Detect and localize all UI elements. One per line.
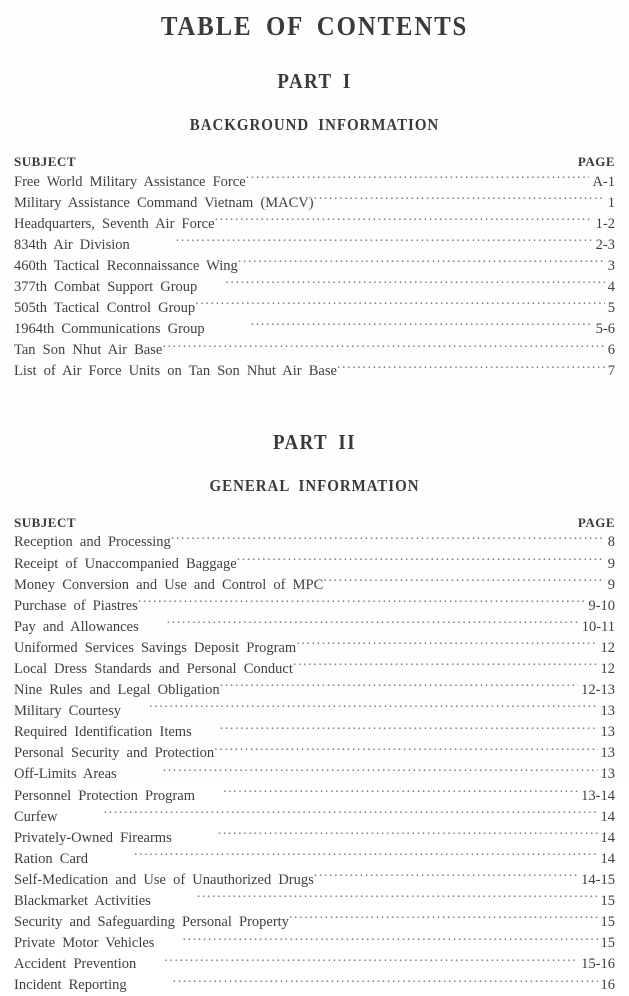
toc-entry-subject: Military Courtesy bbox=[14, 703, 122, 720]
toc-entry-subject: Local Dress Standards and Personal Conduct bbox=[14, 661, 293, 677]
toc-entry[interactable] bbox=[14, 743, 615, 764]
toc-entry-subject: Private Motor Vehicles bbox=[14, 935, 155, 952]
toc-leader-dots bbox=[134, 848, 598, 863]
part-section-2 bbox=[0, 430, 629, 996]
toc-entry-subject: Privately-Owned Firearms bbox=[14, 829, 172, 846]
toc-entry[interactable] bbox=[14, 616, 615, 637]
toc-entry-page-number: 13 bbox=[600, 766, 615, 783]
toc-entry-page-number: 9 bbox=[607, 555, 615, 572]
toc-entry-page-number: 5-6 bbox=[595, 321, 615, 338]
toc-leader-dots bbox=[149, 701, 597, 716]
toc-entry-subject: Money Conversion and Use and Control of MPC bbox=[14, 576, 324, 593]
toc-entry[interactable] bbox=[14, 785, 615, 806]
toc-entry-page-number: 8 bbox=[607, 534, 615, 551]
toc-leader-dots bbox=[214, 743, 597, 758]
toc-entry[interactable] bbox=[14, 827, 615, 848]
toc-entry[interactable] bbox=[14, 954, 615, 975]
toc-entry-page-number: 12 bbox=[600, 661, 615, 677]
toc-entry[interactable] bbox=[14, 806, 615, 827]
toc-entry-subject: Headquarters, Seventh Air Force bbox=[14, 215, 215, 232]
toc-entry-page-number: 14 bbox=[600, 850, 615, 867]
toc-entry-list-2 bbox=[0, 532, 629, 996]
toc-leader-dots bbox=[195, 298, 605, 313]
toc-entry-page-number: 1 bbox=[607, 194, 615, 211]
toc-leader-dots bbox=[215, 213, 593, 228]
toc-entry-page-number: 15 bbox=[600, 914, 615, 931]
toc-entry-page-number: 15-16 bbox=[581, 956, 615, 973]
toc-entry[interactable] bbox=[14, 234, 615, 255]
toc-entry-list-1 bbox=[0, 171, 629, 382]
toc-entry-subject: Required Identification Items bbox=[14, 724, 192, 741]
toc-leader-dots bbox=[337, 361, 605, 376]
toc-entry[interactable] bbox=[14, 192, 615, 213]
toc-entry[interactable] bbox=[14, 933, 615, 954]
toc-leader-dots bbox=[218, 827, 598, 842]
toc-leader-dots bbox=[225, 276, 604, 291]
toc-entry-subject: Reception and Processing bbox=[14, 534, 171, 551]
toc-entry[interactable] bbox=[14, 340, 615, 361]
toc-entry-page-number: 15 bbox=[600, 893, 615, 910]
toc-entry-subject: Free World Military Assistance Force bbox=[14, 173, 246, 190]
toc-entry[interactable] bbox=[14, 869, 615, 890]
toc-entry-subject: Self-Medication and Use of Unauthorized Drugs bbox=[14, 871, 314, 888]
column-header-2 bbox=[0, 515, 629, 531]
toc-entry-page-number: 10-11 bbox=[581, 618, 615, 635]
toc-entry[interactable] bbox=[14, 722, 615, 743]
toc-entry[interactable] bbox=[14, 255, 615, 276]
toc-leader-dots bbox=[197, 891, 598, 906]
toc-entry-page-number: 14 bbox=[600, 829, 615, 846]
toc-entry-subject: Receipt of Unaccompanied Baggage bbox=[14, 555, 237, 572]
toc-entry-page-number: 9 bbox=[607, 576, 615, 593]
toc-entry-page-number: 4 bbox=[607, 278, 615, 295]
toc-entry[interactable] bbox=[14, 912, 615, 933]
part-subtitle-1: BACKGROUND INFORMATION bbox=[189, 115, 440, 134]
toc-entry-page-number: 1-2 bbox=[595, 215, 615, 232]
toc-leader-dots bbox=[223, 785, 578, 800]
page-title: TABLE OF CONTENTS bbox=[160, 11, 469, 41]
toc-entry-subject: 460th Tactical Reconnaissance Wing bbox=[14, 257, 238, 274]
toc-leader-dots bbox=[220, 680, 578, 695]
toc-entry-page-number: 5 bbox=[607, 300, 615, 317]
toc-entry-page-number: 15 bbox=[600, 935, 615, 952]
toc-entry-page-number: 13 bbox=[600, 724, 615, 741]
part-section-1 bbox=[0, 42, 629, 382]
toc-entry-subject: Off-Limits Areas bbox=[14, 766, 117, 783]
part-title-1: PART I bbox=[277, 69, 352, 93]
toc-entry-page-number: 13-14 bbox=[581, 787, 615, 804]
toc-entry[interactable] bbox=[14, 298, 615, 319]
toc-entry[interactable] bbox=[14, 975, 615, 996]
toc-entry-subject: Incident Reporting bbox=[14, 977, 127, 994]
toc-entry[interactable] bbox=[14, 319, 615, 340]
toc-entry-subject: Ration Card bbox=[14, 850, 88, 867]
toc-entry-subject: 505th Tactical Control Group bbox=[14, 300, 196, 317]
toc-entry[interactable] bbox=[14, 553, 615, 574]
toc-leader-dots bbox=[220, 722, 598, 737]
toc-entry-subject: Uniformed Services Savings Deposit Program bbox=[14, 639, 297, 656]
toc-entry[interactable] bbox=[14, 848, 615, 869]
toc-leader-dots bbox=[163, 764, 598, 779]
toc-leader-dots bbox=[104, 806, 598, 821]
toc-entry-subject: 377th Combat Support Group bbox=[14, 278, 198, 295]
toc-entry-subject: Nine Rules and Legal Obligation bbox=[14, 682, 220, 699]
toc-entry-page-number: 12 bbox=[600, 639, 615, 656]
toc-leader-dots bbox=[251, 319, 593, 334]
column-header-page: PAGE bbox=[577, 154, 615, 169]
toc-leader-dots bbox=[176, 234, 593, 249]
column-header-subject: SUBJECT bbox=[14, 514, 77, 530]
toc-entry[interactable] bbox=[14, 701, 615, 722]
toc-entry-subject: Personnel Protection Program bbox=[14, 787, 195, 804]
part-title-2: PART II bbox=[272, 429, 357, 454]
toc-entry[interactable] bbox=[14, 637, 615, 658]
column-header-page: PAGE bbox=[577, 514, 615, 530]
toc-leader-dots bbox=[293, 659, 598, 674]
toc-entry[interactable] bbox=[14, 532, 615, 553]
toc-entry[interactable] bbox=[14, 276, 615, 297]
toc-entry[interactable] bbox=[14, 171, 615, 192]
toc-leader-dots bbox=[314, 192, 605, 207]
toc-leader-dots bbox=[138, 595, 586, 610]
toc-entry-page-number: 7 bbox=[607, 363, 615, 380]
toc-entry-page-number: 16 bbox=[600, 977, 615, 994]
toc-entry-page-number: 12-13 bbox=[581, 682, 615, 699]
toc-entry-subject: Pay and Allowances bbox=[14, 618, 139, 635]
toc-leader-dots bbox=[167, 616, 579, 631]
toc-entry[interactable] bbox=[14, 764, 615, 785]
part-subtitle-2: GENERAL INFORMATION bbox=[209, 475, 420, 495]
toc-entry-subject: Tan Son Nhut Air Base bbox=[14, 342, 163, 359]
toc-entry-page-number: 2-3 bbox=[595, 236, 615, 253]
toc-entry-subject: Blackmarket Activities bbox=[14, 893, 151, 910]
toc-leader-dots bbox=[246, 171, 590, 186]
toc-entry[interactable] bbox=[14, 891, 615, 912]
toc-entry-subject: List of Air Force Units on Tan Son Nhut Air Base bbox=[14, 363, 337, 380]
toc-entry[interactable] bbox=[14, 595, 615, 616]
toc-leader-dots bbox=[164, 954, 578, 969]
toc-leader-dots bbox=[289, 912, 598, 927]
toc-entry-subject: Military Assistance Command Vietnam (MACV) bbox=[14, 194, 314, 211]
toc-leader-dots bbox=[296, 637, 597, 652]
toc-entry-page-number: 9-10 bbox=[588, 597, 615, 614]
toc-entry-page-number: 13 bbox=[600, 745, 615, 762]
toc-entry[interactable] bbox=[14, 361, 615, 382]
toc-entry-page-number: 14-15 bbox=[581, 871, 615, 888]
toc-entry[interactable] bbox=[14, 680, 615, 701]
toc-entry[interactable] bbox=[14, 213, 615, 234]
toc-entry-subject: Accident Prevention bbox=[14, 956, 137, 973]
toc-leader-dots bbox=[173, 975, 598, 990]
toc-leader-dots bbox=[237, 553, 605, 568]
toc-leader-dots bbox=[314, 869, 578, 884]
toc-entry-subject: 834th Air Division bbox=[14, 236, 130, 253]
toc-leader-dots bbox=[238, 255, 605, 270]
column-header-subject: SUBJECT bbox=[14, 154, 77, 169]
toc-entry-subject: Security and Safeguarding Personal Property bbox=[14, 914, 289, 931]
toc-leader-dots bbox=[323, 574, 605, 589]
toc-leader-dots bbox=[162, 340, 604, 355]
toc-entry-page-number: 3 bbox=[607, 257, 615, 274]
column-header-1 bbox=[0, 154, 629, 170]
toc-entry[interactable] bbox=[14, 659, 615, 680]
toc-entry-subject: Purchase of Piastres bbox=[14, 597, 138, 614]
toc-entry-page-number: 14 bbox=[600, 808, 615, 825]
toc-leader-dots bbox=[171, 532, 605, 547]
toc-entry-subject: Personal Security and Protection bbox=[14, 745, 215, 762]
toc-entry-subject: Curfew bbox=[14, 808, 58, 825]
toc-entry-page-number: 6 bbox=[607, 342, 615, 359]
toc-entry[interactable] bbox=[14, 574, 615, 595]
toc-entry-page-number: A-1 bbox=[592, 173, 615, 190]
toc-leader-dots bbox=[182, 933, 597, 948]
toc-entry-subject: 1964th Communications Group bbox=[14, 321, 205, 338]
toc-entry-page-number: 13 bbox=[600, 703, 615, 720]
